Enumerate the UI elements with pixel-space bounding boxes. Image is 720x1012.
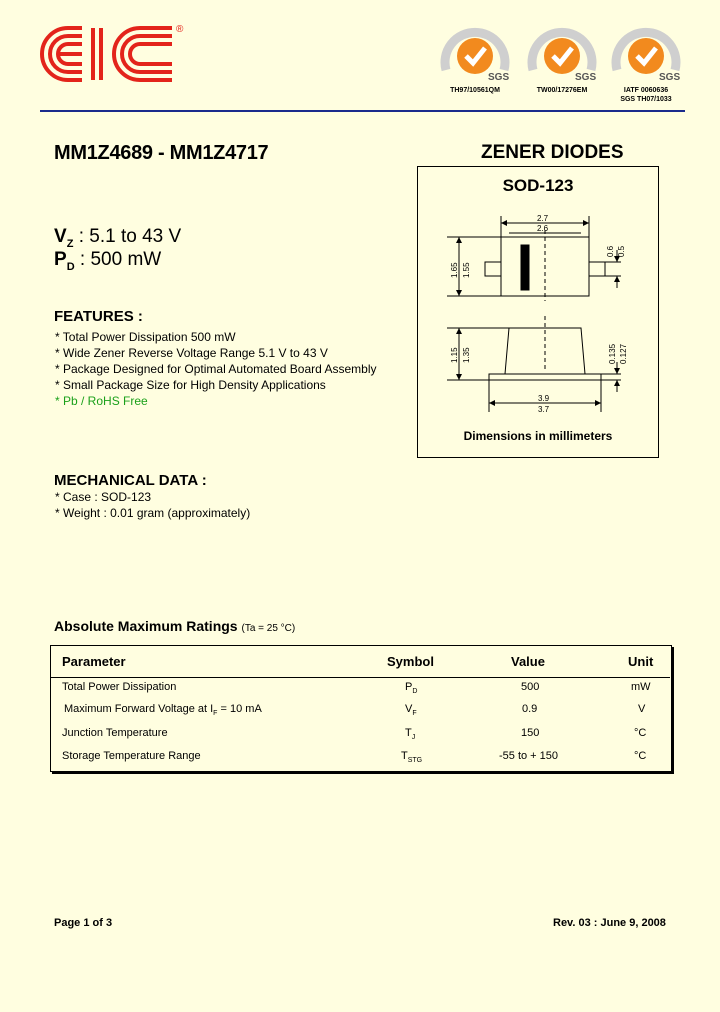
cathode-band bbox=[521, 245, 529, 290]
list-item: * Total Power Dissipation 500 mW bbox=[55, 330, 236, 344]
revision-info: Rev. 03 : June 9, 2008 bbox=[553, 917, 666, 929]
certification-seal-1 bbox=[437, 22, 513, 95]
table-cell-parameter: Junction Temperature bbox=[62, 727, 168, 739]
dim-label: 1.55 bbox=[462, 262, 471, 278]
dim-label: 1.35 bbox=[462, 347, 471, 363]
table-cell-unit: V bbox=[638, 703, 646, 715]
dim-label: 2.7 bbox=[537, 214, 549, 223]
column-header-unit: Unit bbox=[628, 654, 654, 669]
dimension-caption: Dimensions in millimeters bbox=[463, 429, 613, 443]
spec-symbol: V bbox=[54, 226, 67, 247]
mechanical-heading: MECHANICAL DATA : bbox=[54, 472, 207, 489]
eic-logo bbox=[38, 22, 178, 91]
table-cell-symbol: $T_{STG}$ bbox=[401, 750, 423, 765]
mechanical-list bbox=[55, 489, 250, 521]
spec-value: : 500 mW bbox=[79, 249, 162, 270]
ratings-heading bbox=[54, 618, 295, 634]
list-item: * Package Designed for Optimal Automated Board Assembly bbox=[55, 362, 377, 376]
spec-vz bbox=[54, 226, 181, 250]
dim-label: 1.65 bbox=[450, 262, 459, 278]
cert-code: TW00/17276EM bbox=[536, 87, 588, 94]
spec-subscript: D bbox=[66, 260, 75, 273]
lead-right bbox=[589, 262, 605, 276]
list-item: * Weight : 0.01 gram (approximately) bbox=[55, 506, 251, 520]
features-heading: FEATURES : bbox=[54, 308, 143, 325]
table-cell-symbol: $V_F$ bbox=[405, 703, 417, 718]
certification-seal-3 bbox=[608, 22, 684, 104]
seal-label: SGS bbox=[659, 72, 681, 83]
spec-subscript: Z bbox=[66, 237, 74, 250]
package-dimension-drawing bbox=[417, 166, 659, 428]
table-cell-parameter: Total Power Dissipation bbox=[62, 681, 177, 693]
list-item-rohs: * Pb / RoHS Free bbox=[55, 394, 148, 408]
list-item: * Small Package Size for High Density Applications bbox=[55, 378, 326, 392]
dim-label: 0.127 bbox=[619, 343, 628, 364]
column-header-value: Value bbox=[511, 654, 545, 669]
certification-seal-2 bbox=[524, 22, 600, 95]
table-cell-value: 500 bbox=[521, 681, 540, 693]
dim-label: 2.6 bbox=[537, 224, 549, 233]
header-divider bbox=[40, 110, 685, 112]
dim-label: 0.135 bbox=[608, 343, 617, 364]
table-cell-parameter: Storage Temperature Range bbox=[62, 750, 201, 762]
table-cell-value: 0.9 bbox=[522, 703, 538, 715]
list-item: * Case : SOD-123 bbox=[55, 490, 152, 504]
sgs-seal-icon bbox=[611, 22, 681, 84]
table-cell-symbol: $T_J$ bbox=[405, 727, 416, 742]
seal-label: SGS bbox=[575, 72, 597, 83]
sgs-seal-icon bbox=[527, 22, 597, 84]
seal-label: SGS bbox=[488, 72, 510, 83]
lead-left bbox=[485, 262, 501, 276]
list-item: * Wide Zener Reverse Voltage Range 5.1 V to 43 V bbox=[55, 346, 328, 360]
sgs-seal-icon bbox=[440, 22, 510, 84]
product-category: ZENER DIODES bbox=[481, 142, 624, 163]
ratings-condition: (Ta = 25 °C) bbox=[241, 623, 296, 634]
dim-label: 0.6 bbox=[606, 245, 615, 257]
table-header-divider bbox=[50, 677, 670, 678]
table-cell-value: 150 bbox=[521, 727, 540, 739]
page-number: Page 1 of 3 bbox=[54, 917, 113, 929]
dim-label: 1.15 bbox=[450, 347, 459, 363]
part-number-title: MM1Z4689 - MM1Z4717 bbox=[54, 142, 269, 164]
features-list bbox=[55, 329, 377, 409]
package-name: SOD-123 bbox=[502, 176, 574, 195]
table-cell-unit: mW bbox=[631, 681, 651, 693]
dim-label: 3.7 bbox=[538, 405, 550, 414]
cert-code: IATF 0060636 bbox=[623, 87, 669, 94]
column-header-parameter: Parameter bbox=[62, 654, 126, 669]
dim-label: 3.9 bbox=[538, 394, 550, 403]
registered-mark: ® bbox=[176, 24, 184, 35]
table-cell-unit: °C bbox=[634, 750, 647, 762]
spec-symbol: P bbox=[54, 249, 67, 270]
ratings-title: Absolute Maximum Ratings bbox=[54, 618, 238, 634]
table-cell-unit: °C bbox=[634, 727, 647, 739]
cert-code: SGS TH07/1033 bbox=[620, 96, 672, 103]
cert-code: TH97/10561QM bbox=[450, 87, 500, 94]
spec-pd bbox=[54, 249, 161, 273]
dim-label: 0.5 bbox=[617, 245, 626, 257]
table-cell-value: -55 to + 150 bbox=[499, 750, 559, 762]
spec-value: : 5.1 to 43 V bbox=[78, 226, 182, 247]
lead-frame-side bbox=[489, 374, 601, 380]
column-header-symbol: Symbol bbox=[387, 654, 434, 669]
table-cell-symbol: $P_D$ bbox=[405, 681, 418, 696]
table-cell-parameter: Maximum Forward Voltage at $I_F = 10$ mA bbox=[64, 703, 262, 718]
